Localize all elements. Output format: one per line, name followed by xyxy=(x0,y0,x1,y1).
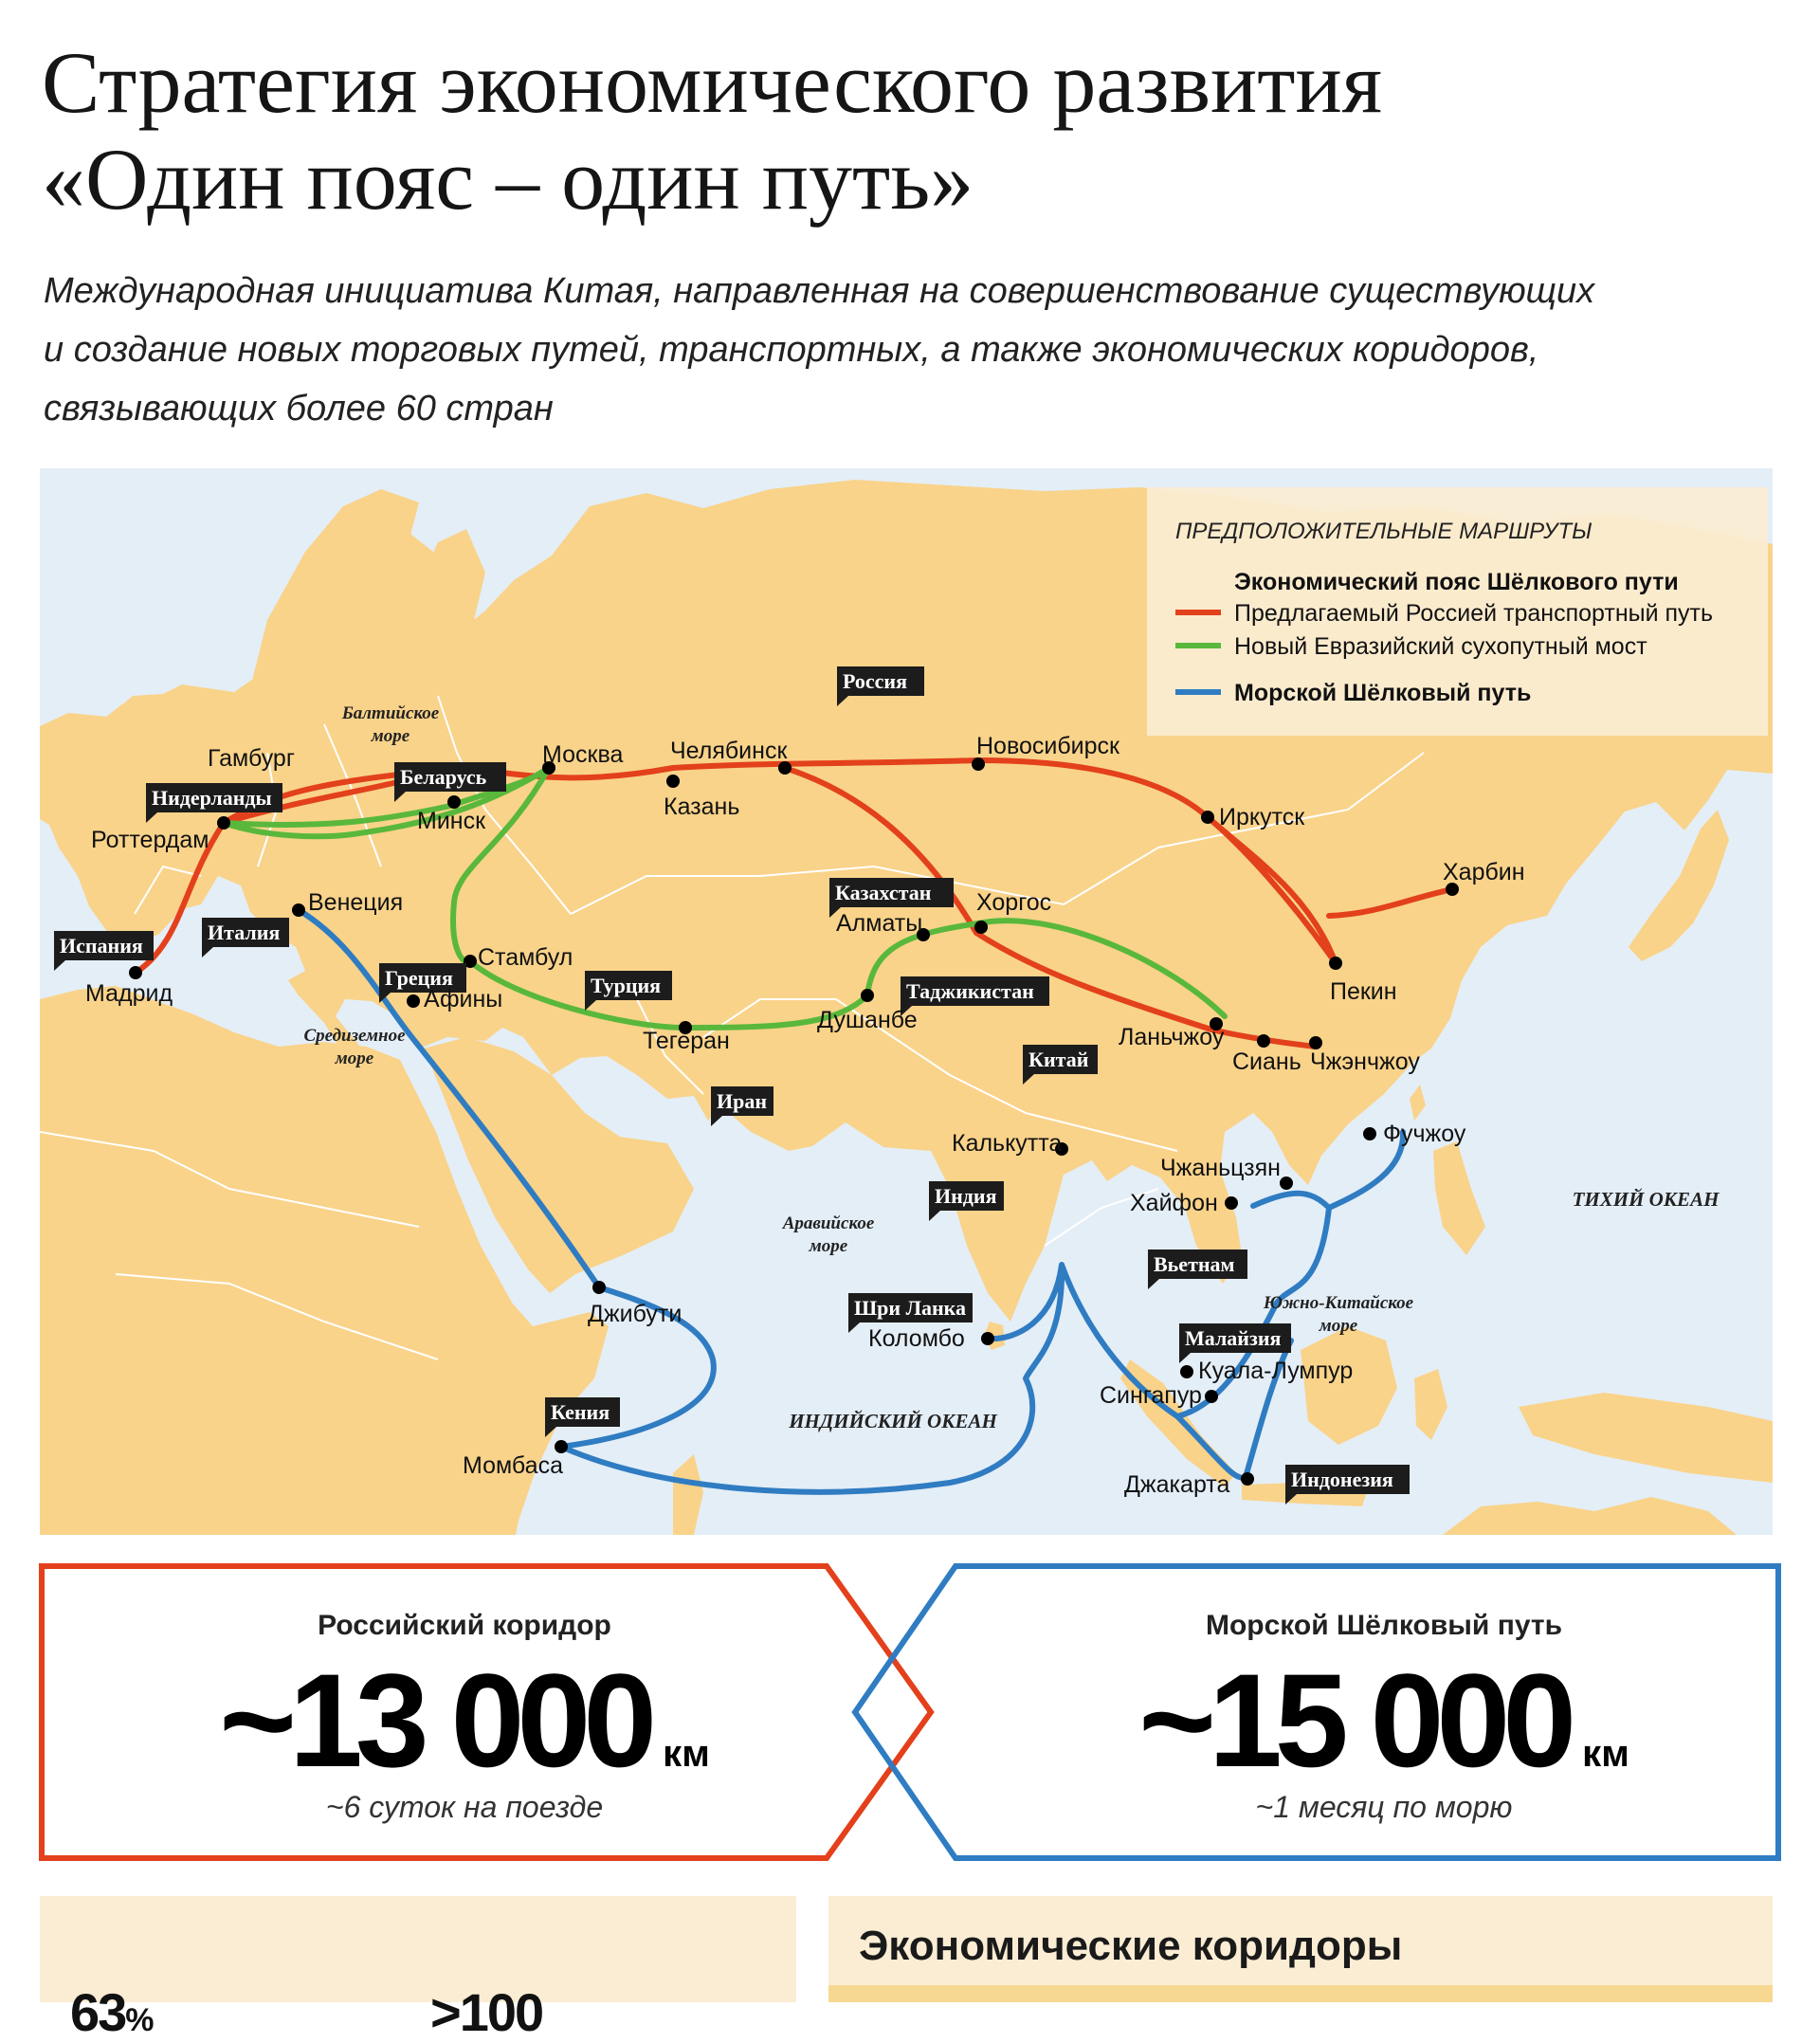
country-label: Италия xyxy=(208,921,281,944)
city-label: Мадрид xyxy=(85,980,173,1007)
city-label: Тегеран xyxy=(643,1028,730,1054)
city-label: Стамбул xyxy=(478,944,573,971)
city-label: Казань xyxy=(664,793,740,820)
legend-heading: ПРЕДПОЛОЖИТЕЛЬНЫЕ МАРШРУТЫ xyxy=(1175,519,1592,544)
city-label: Калькутта xyxy=(952,1130,1063,1157)
country-label: Малайзия xyxy=(1185,1326,1282,1350)
city-label: Пекин xyxy=(1330,978,1397,1005)
dot-colombo xyxy=(981,1332,994,1345)
economic-corridors-band xyxy=(828,1985,1773,2002)
russian-corridor-text xyxy=(57,1562,872,1866)
water-arabian-line-2: море xyxy=(809,1236,848,1256)
economic-corridors-title: Экономические коридоры xyxy=(859,1923,1403,1969)
russian-corridor-distance-value: ~13 000 xyxy=(219,1646,650,1795)
dot-dushanbe xyxy=(861,989,874,1002)
water-south-china-line-1: Южно-Китайское xyxy=(1263,1293,1414,1313)
city-label: Афины xyxy=(424,986,503,1012)
dot-zhanjiang xyxy=(1280,1177,1293,1190)
dot-xian xyxy=(1257,1034,1270,1048)
russian-corridor-distance-unit: км xyxy=(663,1733,710,1775)
maritime-corridor-distance-unit: км xyxy=(1582,1733,1629,1775)
city-label: Ланьчжоу xyxy=(1119,1024,1225,1050)
dot-jakarta xyxy=(1241,1472,1254,1486)
legend-label-russian: Предлагаемый Россией транспортный путь xyxy=(1234,600,1714,627)
legend xyxy=(1147,487,1768,736)
water-mediterranean-line-1: Средиземное xyxy=(303,1026,406,1046)
city-label: Москва xyxy=(542,741,624,768)
city-label: Хоргос xyxy=(976,889,1052,916)
subtitle-line-3: связывающих более 60 стран xyxy=(44,389,554,429)
dot-djibouti xyxy=(592,1281,606,1294)
legend-label-maritime: Морской Шёлковый путь xyxy=(1234,680,1532,706)
dot-khorgos xyxy=(974,921,988,934)
page-subtitle xyxy=(44,262,1788,438)
maritime-corridor-distance-value: ~15 000 xyxy=(1138,1646,1570,1795)
water-baltic-line-2: море xyxy=(371,726,410,746)
country-label: Индия xyxy=(935,1184,997,1208)
city-label: Сиань xyxy=(1232,1049,1301,1075)
corridor-comparison xyxy=(38,1562,1782,1866)
city-label: Душанбе xyxy=(817,1007,918,1033)
country-label: Казахстан xyxy=(835,881,932,904)
water-mediterranean-line-2: море xyxy=(335,1049,374,1068)
city-label: Венеция xyxy=(308,889,404,916)
city-label: Джакарта xyxy=(1124,1471,1230,1498)
country-label: Индонезия xyxy=(1291,1468,1393,1491)
country-label: Беларусь xyxy=(400,765,487,789)
dot-zhengzhou xyxy=(1309,1036,1322,1049)
dot-haiphong xyxy=(1225,1196,1238,1210)
dot-mombasa xyxy=(555,1440,568,1453)
city-label: Коломбо xyxy=(868,1325,965,1352)
city-label: Чжэнчжоу xyxy=(1310,1049,1420,1075)
maritime-corridor-text xyxy=(976,1562,1792,1866)
subtitle-line-1: Международная инициатива Китая, направленная на совершенствование существующих xyxy=(44,271,1595,311)
economic-corridors-panel xyxy=(828,1896,1773,2002)
title-line-1: Стратегия экономического развития xyxy=(42,34,1383,131)
dot-kuala-lumpur xyxy=(1180,1365,1193,1378)
city-label: Джибути xyxy=(588,1301,682,1327)
country-label: Россия xyxy=(843,669,907,693)
dot-singapore xyxy=(1205,1390,1218,1403)
city-label: Челябинск xyxy=(670,738,788,764)
page-title xyxy=(42,34,1786,228)
russian-corridor-label: Российский коридор xyxy=(318,1610,611,1641)
stat-share-unit: % xyxy=(125,2002,155,2038)
water-south-china-line-2: море xyxy=(1319,1316,1358,1336)
city-label: Роттердам xyxy=(91,827,209,853)
city-label: Харбин xyxy=(1443,859,1525,885)
city-label: Иркутск xyxy=(1219,804,1305,830)
city-label: Алматы xyxy=(836,910,923,937)
russian-corridor-note: ~6 суток на поезде xyxy=(325,1790,604,1824)
country-label: Таджикистан xyxy=(906,979,1034,1003)
maritime-corridor-note: ~1 месяц по морю xyxy=(1255,1790,1513,1824)
country-label: Шри Ланка xyxy=(854,1296,966,1320)
subtitle-line-2: и создание новых торговых путей, транспортных, а также экономических коридоров, xyxy=(44,330,1539,370)
dot-madrid xyxy=(129,966,142,979)
stat-share-value: 63 xyxy=(70,1982,126,2042)
dot-minsk xyxy=(447,795,461,809)
water-indian: ИНДИЙСКИЙ ОКЕАН xyxy=(789,1410,997,1432)
city-label: Чжаньцзян xyxy=(1160,1155,1281,1181)
route-map xyxy=(40,468,1773,1535)
water-pacific: ТИХИЙ ОКЕАН xyxy=(1572,1188,1720,1211)
country-label: Иран xyxy=(717,1089,768,1113)
legend-label-land-bridge: Новый Евразийский сухопутный мост xyxy=(1234,633,1647,660)
legend-group-title: Экономический пояс Шёлкового пути xyxy=(1234,569,1679,595)
stat-count: >100 xyxy=(430,1982,543,2042)
city-label: Гамбург xyxy=(208,745,295,772)
dot-rotterdam xyxy=(217,816,230,830)
city-label: Куала-Лумпур xyxy=(1198,1358,1354,1384)
stat-share xyxy=(70,1981,155,2043)
dot-kazan xyxy=(666,775,680,788)
country-label: Турция xyxy=(591,974,662,997)
dot-beijing xyxy=(1329,957,1342,970)
city-label: Момбаса xyxy=(463,1452,563,1479)
city-label: Новосибирск xyxy=(976,733,1119,759)
city-label: Хайфон xyxy=(1130,1190,1218,1216)
country-label: Кения xyxy=(551,1400,610,1424)
dot-irkutsk xyxy=(1201,811,1214,824)
dot-venice xyxy=(292,903,305,917)
dot-fuzhou xyxy=(1363,1127,1376,1140)
city-label: Минск xyxy=(417,808,486,834)
dot-athens xyxy=(407,994,420,1008)
country-label: Греция xyxy=(385,966,453,990)
city-label: Фучжоу xyxy=(1383,1121,1466,1147)
country-label: Испания xyxy=(60,934,143,958)
water-arabian-line-1: Аравийское xyxy=(782,1213,875,1233)
country-label: Китай xyxy=(1028,1048,1089,1071)
country-label: Нидерланды xyxy=(152,786,272,810)
title-line-2: «Один пояс – один путь» xyxy=(42,131,974,228)
stats-panel xyxy=(40,1896,796,2042)
dot-novosibirsk xyxy=(972,757,985,771)
country-label: Вьетнам xyxy=(1154,1252,1235,1276)
maritime-corridor-label: Морской Шёлковый путь xyxy=(1205,1610,1563,1641)
water-baltic-line-1: Балтийское xyxy=(341,703,440,723)
city-label: Сингапур xyxy=(1100,1382,1202,1409)
